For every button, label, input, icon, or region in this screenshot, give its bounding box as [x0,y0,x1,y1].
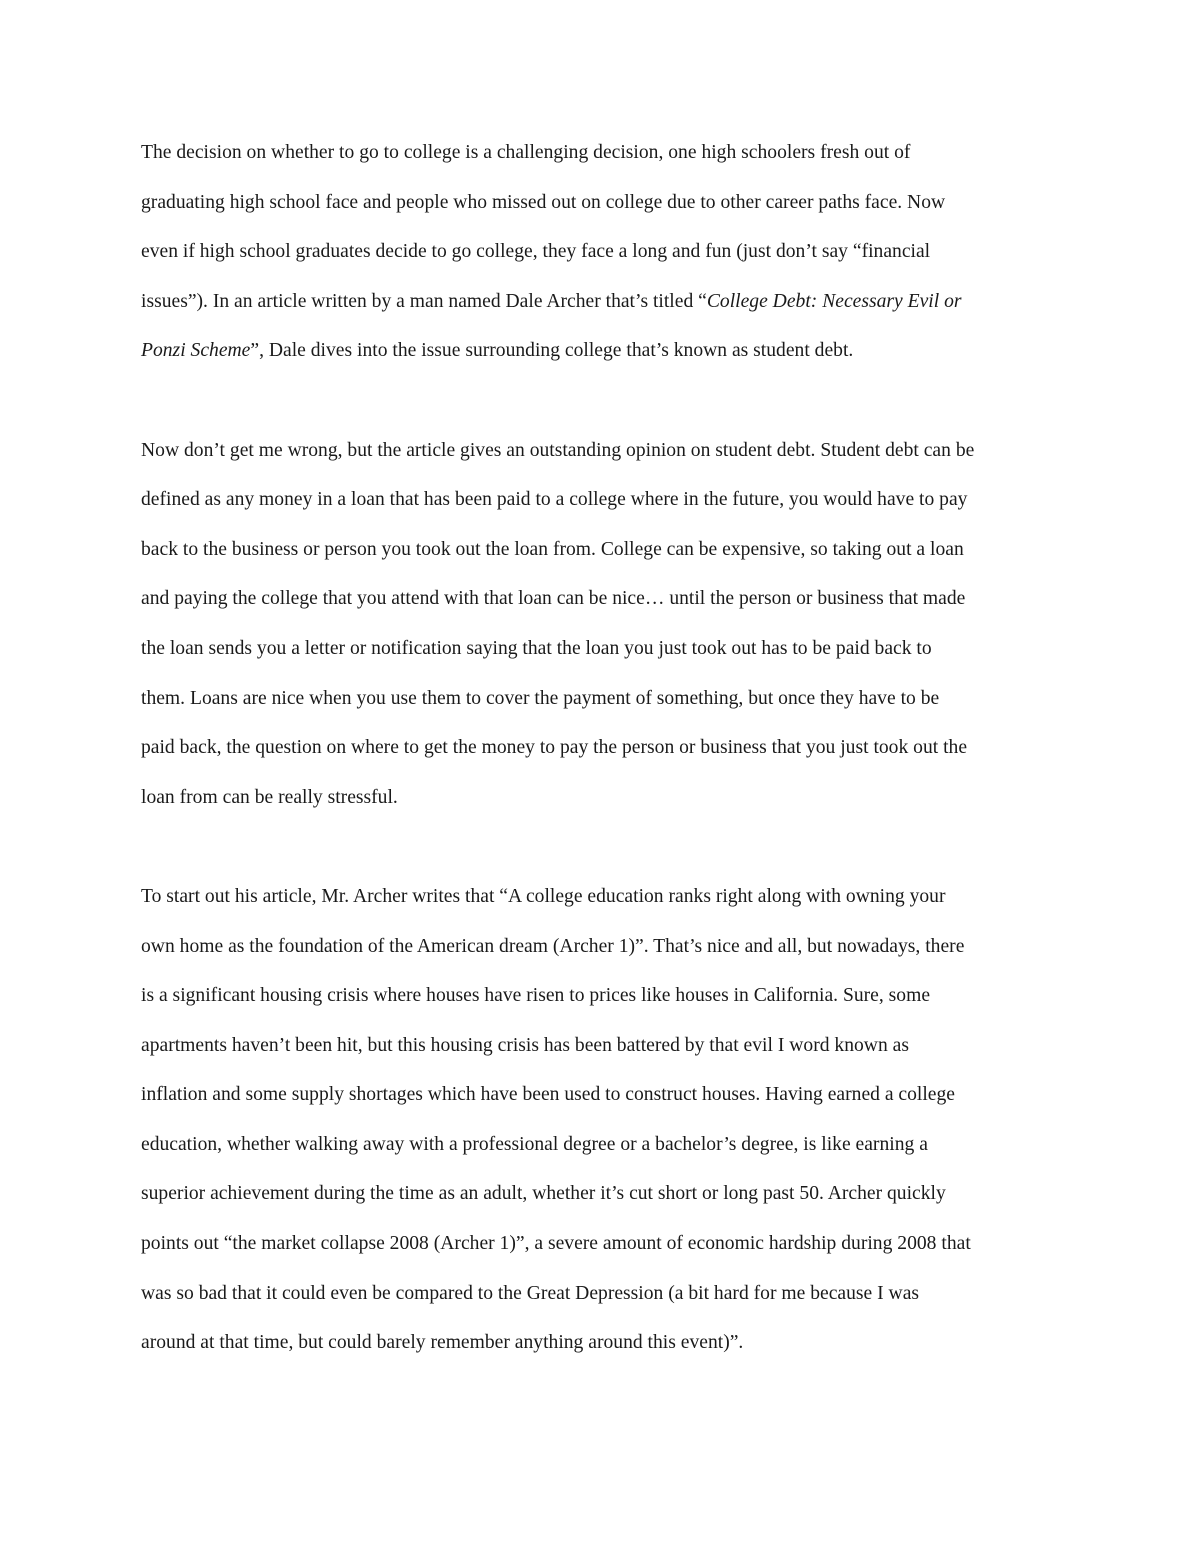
text-line: the loan sends you a letter or notification saying that the loan you just took out has to be paid back to [141,637,932,659]
text-line [141,277,1066,327]
text-line: The decision on whether to go to college is a challenging decision, one high schoolers fresh out of [141,142,911,163]
text-line: and paying the college that you attend with that loan can be nice… until the person or business that made [141,588,966,610]
text-line: back to the business or person you took out the loan from. College can be expensive, so taking out a loan [141,538,964,560]
paragraph-3 [141,872,1066,1368]
document-body [141,128,1066,1368]
text-segment: ”, Dale dives into the issue surrounding college that’s known as student debt. [250,340,854,362]
text-line: around at that time, but could barely remember anything around this event)”. [141,1332,744,1354]
text-line: them. Loans are nice when you use them to cover the payment of something, but once they have to be [141,687,940,709]
text-line: education, whether walking away with a professional degree or a bachelor’s degree, is like earning a [141,1133,928,1155]
text-line: defined as any money in a loan that has been paid to a college where in the future, you would have to pay [141,489,968,511]
text-line: points out “the market collapse 2008 (Archer 1)”, a severe amount of economic hardship during 2008 that [141,1233,971,1255]
text-line: even if high school graduates decide to go college, they face a long and fun (just don’t say “financial [141,241,931,263]
text-line [141,326,1066,376]
text-line: graduating high school face and people who missed out on college due to other career paths face. Now [141,191,946,213]
article-title-part: College Debt: Necessary Evil or [706,290,962,312]
text-line: inflation and some supply shortages which have been used to construct houses. Having earned a college [141,1084,956,1106]
paragraph-1 [141,128,1066,376]
text-line: To start out his article, Mr. Archer writes that “A college education ranks right along with owning your [141,885,946,907]
text-line: was so bad that it could even be compared to the Great Depression (a bit hard for me because I was [141,1282,920,1304]
text-line: Now don’t get me wrong, but the article gives an outstanding opinion on student debt. Student debt can be [141,439,975,461]
text-segment: issues”). In an article written by a man named Dale Archer that’s titled “ [141,290,707,312]
text-line: paid back, the question on where to get the money to pay the person or business that you just took out the [141,737,968,759]
text-line: loan from can be really stressful. [141,786,398,808]
text-line: is a significant housing crisis where houses have risen to prices like houses in California. Sure, some [141,985,931,1007]
text-line: apartments haven’t been hit, but this housing crisis has been battered by that evil I word known as [141,1034,909,1056]
paragraph-2 [141,426,1066,823]
text-line: superior achievement during the time as an adult, whether it’s cut short or long past 50. Archer quickly [141,1183,946,1205]
article-title-part: Ponzi Scheme [141,340,251,362]
text-line: own home as the foundation of the American dream (Archer 1)”. That’s nice and all, but nowadays, there [141,935,965,957]
